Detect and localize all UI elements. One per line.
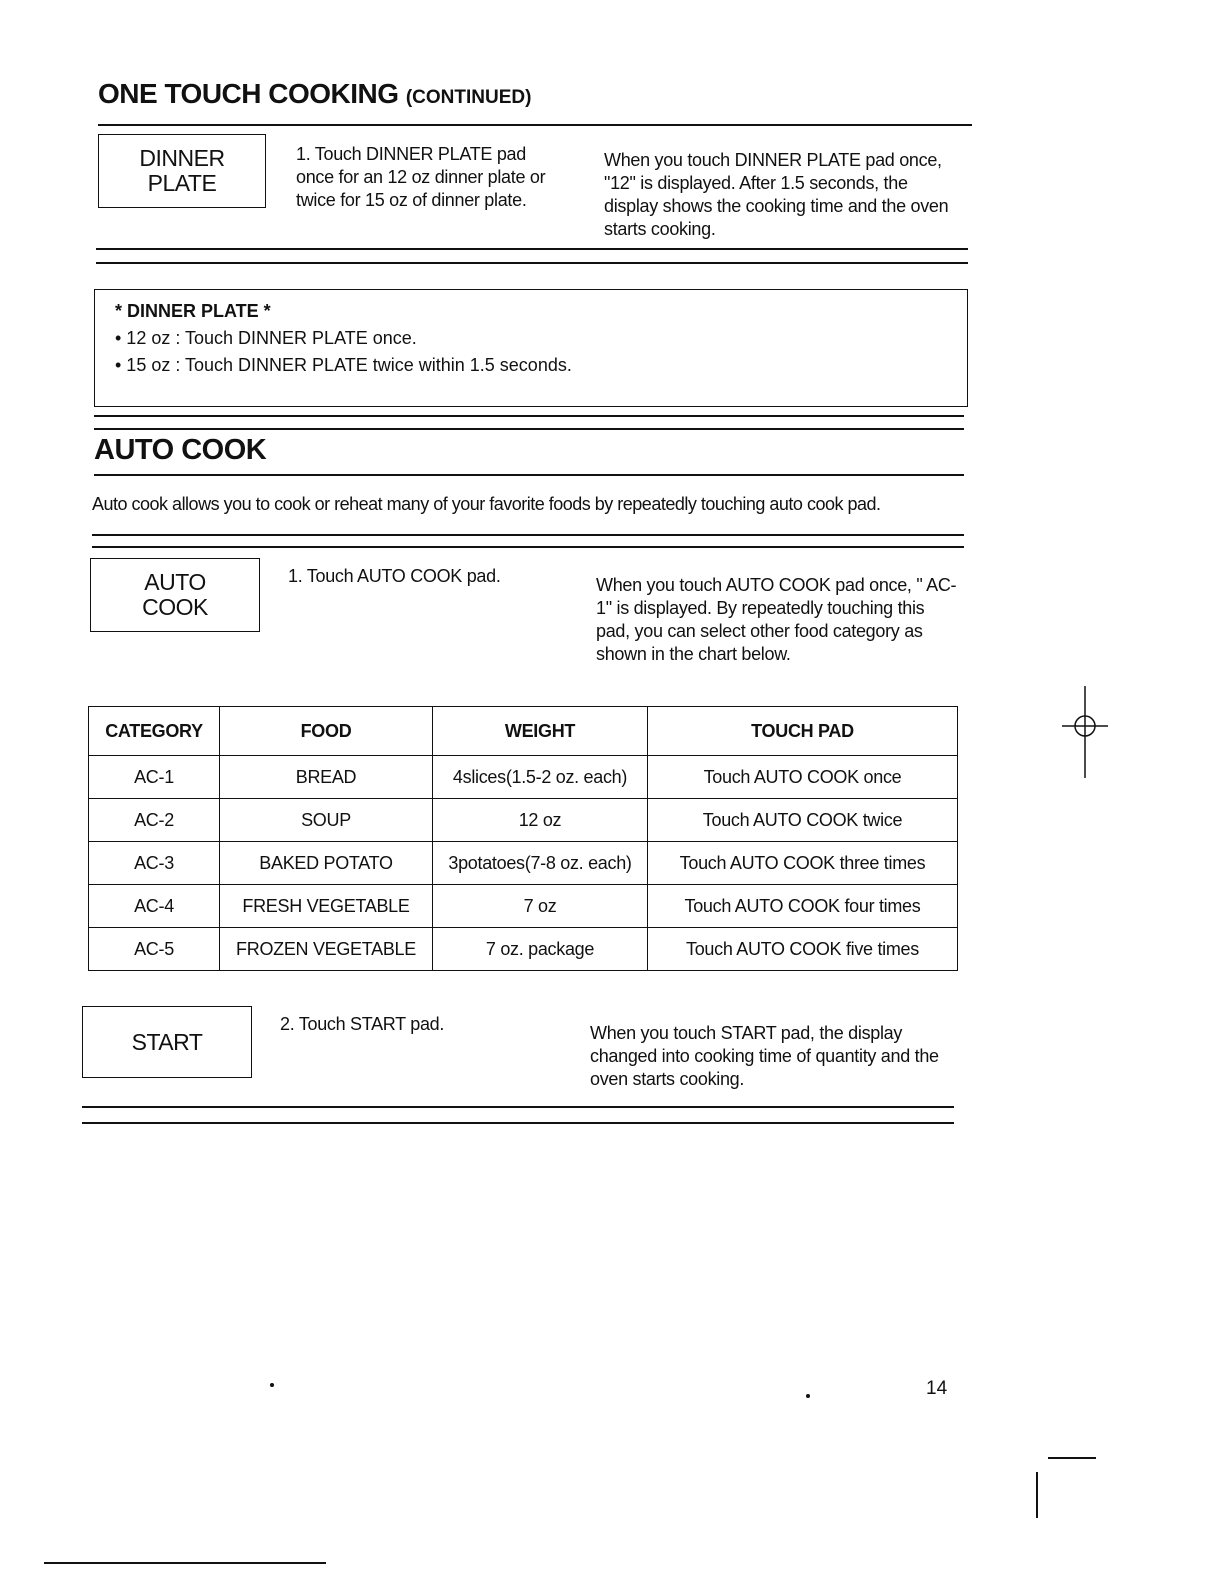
table-cell: Touch AUTO COOK twice: [648, 799, 958, 842]
table-cell: AC-4: [89, 885, 220, 928]
crop-mark: [44, 1562, 326, 1564]
page-number: 14: [926, 1378, 948, 1399]
dinner-plate-step: 1. Touch DINNER PLATE pad once for an 12 oz dinner plate or twice for 15 oz of dinner plate.: [296, 144, 546, 210]
note-title: * DINNER PLATE *: [115, 301, 271, 321]
table-row: [89, 756, 958, 799]
registration-mark-icon: [1062, 686, 1108, 778]
table-cell: BREAD: [220, 756, 433, 799]
table-cell: FRESH VEGETABLE: [220, 885, 433, 928]
divider: [94, 415, 964, 417]
table-cell: BAKED POTATO: [220, 842, 433, 885]
table-cell: Touch AUTO COOK three times: [648, 842, 958, 885]
table-cell: 12 oz: [433, 799, 648, 842]
dinner-plate-pad: [98, 134, 266, 208]
table-cell: 3potatoes(7-8 oz. each): [433, 842, 648, 885]
auto-cook-pad-label: AUTO COOK: [142, 569, 208, 620]
table-row: [89, 799, 958, 842]
table-cell: AC-5: [89, 928, 220, 971]
dinner-plate-note: [94, 289, 968, 407]
table-cell: FROZEN VEGETABLE: [220, 928, 433, 971]
start-step: 2. Touch START pad.: [280, 1014, 445, 1034]
table-cell: 4slices(1.5-2 oz. each): [433, 756, 648, 799]
table-cell: Touch AUTO COOK once: [648, 756, 958, 799]
divider: [94, 428, 964, 430]
start-description: When you touch START pad, the display changed into cooking time of quantity and the oven starts cooking.: [590, 1023, 939, 1089]
table-cell: 7 oz: [433, 885, 648, 928]
auto-cook-intro: Auto cook allows you to cook or reheat many of your favorite foods by repeatedly touching auto cook pad.: [92, 494, 881, 514]
dinner-plate-description: When you touch DINNER PLATE pad once, "12" is displayed. After 1.5 seconds, the display shows the cooking time and the oven starts cooking.: [604, 150, 949, 239]
divider: [92, 546, 964, 548]
one-touch-title: ONE TOUCH COOKING: [98, 78, 399, 109]
start-pad: [82, 1006, 252, 1078]
table-row: [89, 885, 958, 928]
auto-cook-description: When you touch AUTO COOK pad once, " AC-1" is displayed. By repeatedly touching this pad, you can select other food category as shown in the chart below.: [596, 575, 957, 664]
divider: [96, 248, 968, 250]
table-cell: AC-2: [89, 799, 220, 842]
table-cell: AC-3: [89, 842, 220, 885]
auto-cook-pad: [90, 558, 260, 632]
column-header-category: CATEGORY: [89, 707, 220, 756]
table-cell: SOUP: [220, 799, 433, 842]
dinner-plate-pad-label: DINNER PLATE: [139, 145, 225, 196]
continued-label: (CONTINUED): [405, 87, 532, 108]
divider: [82, 1122, 954, 1124]
divider: [92, 534, 964, 536]
section-title-one-touch: [98, 78, 531, 110]
table-cell: Touch AUTO COOK four times: [648, 885, 958, 928]
table-cell: 7 oz. package: [433, 928, 648, 971]
note-item: • 12 oz : Touch DINNER PLATE once.: [115, 328, 417, 348]
table-header-row: [89, 707, 958, 756]
crop-mark: [1036, 1472, 1038, 1518]
stray-dot: [806, 1394, 810, 1398]
divider: [96, 262, 968, 264]
crop-mark: [1048, 1457, 1096, 1459]
column-header-food: FOOD: [220, 707, 433, 756]
auto-cook-step: 1. Touch AUTO COOK pad.: [288, 566, 501, 586]
column-header-touch-pad: TOUCH PAD: [648, 707, 958, 756]
divider: [82, 1106, 954, 1108]
table-cell: Touch AUTO COOK five times: [648, 928, 958, 971]
auto-cook-table: [88, 706, 958, 971]
section-title-auto-cook: AUTO COOK: [94, 434, 267, 466]
divider: [94, 474, 964, 476]
table-row: [89, 842, 958, 885]
note-item: • 15 oz : Touch DINNER PLATE twice within 1.5 seconds.: [115, 355, 572, 375]
stray-dot: [270, 1383, 274, 1387]
divider: [98, 124, 972, 126]
start-pad-label: START: [131, 1028, 203, 1055]
table-cell: AC-1: [89, 756, 220, 799]
table-row: [89, 928, 958, 971]
column-header-weight: WEIGHT: [433, 707, 648, 756]
